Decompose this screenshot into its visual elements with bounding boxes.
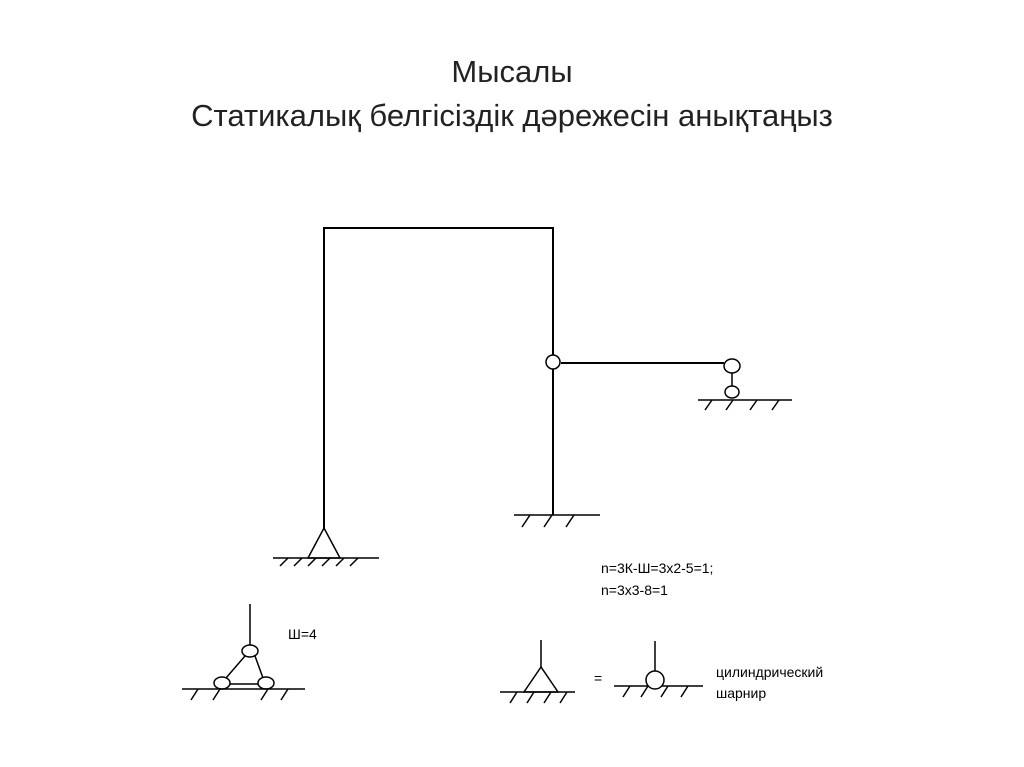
formula-line-2: n=3х3-8=1 <box>601 582 668 598</box>
main-frame <box>324 228 724 530</box>
pinned-support-equivalent <box>182 604 305 700</box>
legend-caption-line-1: цилиндрический <box>716 664 824 680</box>
hinge-count-label: Ш=4 <box>288 626 317 642</box>
slide-subtitle: Статикалық белгісіздік дәрежесін анықтаңыз <box>191 98 833 133</box>
fixed-support-right <box>514 515 600 527</box>
pinned-support-left <box>273 528 379 566</box>
slide-title: Мысалы <box>451 54 573 89</box>
roller-support <box>698 359 792 410</box>
frame-portal <box>324 228 553 530</box>
legend-caption-line-2: шарнир <box>716 685 767 701</box>
hinge-joint <box>546 355 560 369</box>
formula-line-1: n=3К-Ш=3х2-5=1; <box>601 560 714 576</box>
legend-cylindrical-hinge <box>614 641 703 697</box>
legend-pinned-support <box>500 640 575 703</box>
legend-equals: = <box>594 670 603 686</box>
